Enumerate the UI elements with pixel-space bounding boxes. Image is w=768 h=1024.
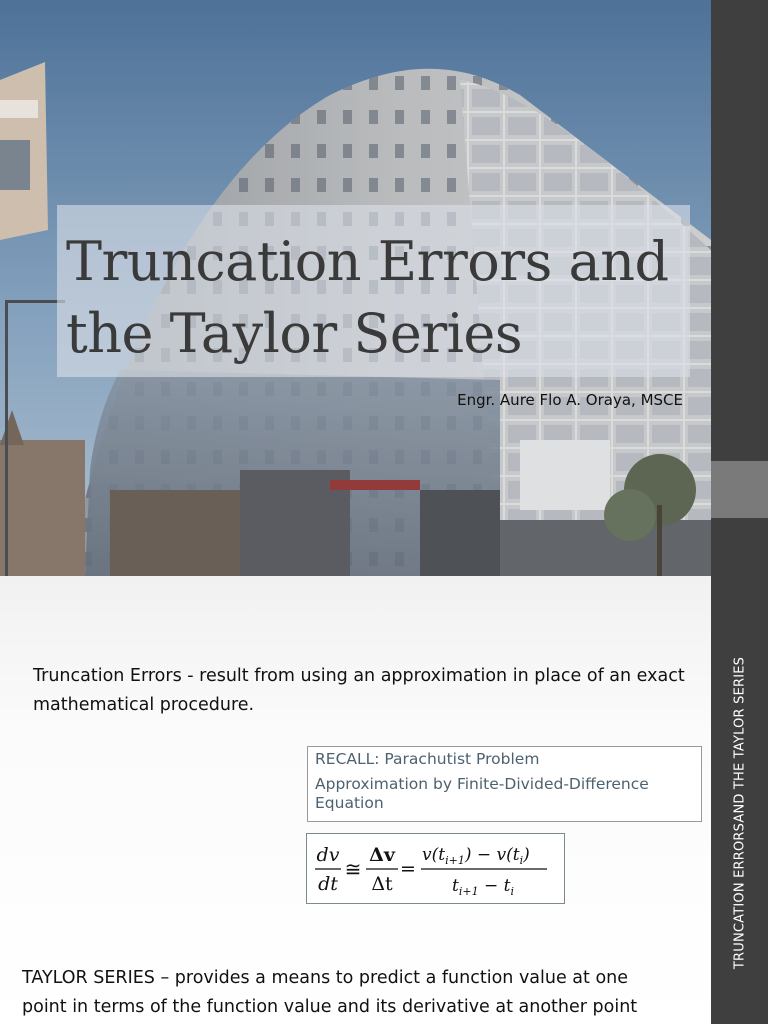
slide-title [66, 226, 686, 370]
content-slide [0, 576, 711, 1024]
recall-heading: RECALL: Parachutist Problem [315, 750, 540, 768]
eq-rhs-den-part2: − t [478, 876, 511, 896]
slide-title-line-2: the Taylor Series [66, 302, 523, 365]
eq-rhs-num-part3: ) [523, 845, 530, 865]
eq-lhs-numerator: dv [316, 844, 340, 866]
taylor-series-definition [22, 964, 711, 1022]
eq-rhs-den-sub2: i [510, 885, 514, 898]
eq-rhs-num-sub1: i+1 [445, 854, 465, 867]
taylor-line-1: TAYLOR SERIES – provides a means to predict a function value at one [22, 968, 629, 988]
finite-difference-equation [307, 834, 564, 903]
eq-rhs-num-sub2: i [519, 854, 524, 867]
recall-description: Approximation by Finite-Divided-Difference Equation [315, 775, 649, 812]
eq-rhs-den-sub1: i+1 [458, 885, 479, 898]
author-subtitle: Engr. Aure Flo A. Oraya, MSCE [457, 391, 683, 409]
eq-lhs-denominator: dt [318, 873, 338, 895]
sidebar-accent-block [711, 461, 768, 518]
taylor-line-2: point in terms of the function value and its derivative at another point [22, 997, 638, 1017]
equation-box [306, 833, 565, 904]
eq-rhs-num-part2: ) − v(t [464, 845, 520, 865]
eq-rhs-denominator [452, 876, 514, 898]
eq-mid-denominator: Δt [371, 873, 393, 895]
eq-rhs-numerator [422, 845, 530, 867]
eq-rhs-num-part1: v(t [422, 845, 446, 865]
truncation-definition: Truncation Errors - result from using an approximation in place of an exact mathematical procedure. [33, 666, 685, 715]
slide-title-line-1: Truncation Errors and [66, 230, 669, 293]
eq-approx-sign: ≅ [344, 857, 362, 881]
eq-mid-numerator: Δv [369, 844, 395, 866]
eq-rhs-den-part1: t [452, 876, 459, 896]
sidebar-vertical-label: TRUNCATION ERRORSAND THE TAYLOR SERIES [732, 656, 748, 970]
recall-box [307, 746, 702, 822]
eq-equals-sign: = [400, 858, 416, 880]
